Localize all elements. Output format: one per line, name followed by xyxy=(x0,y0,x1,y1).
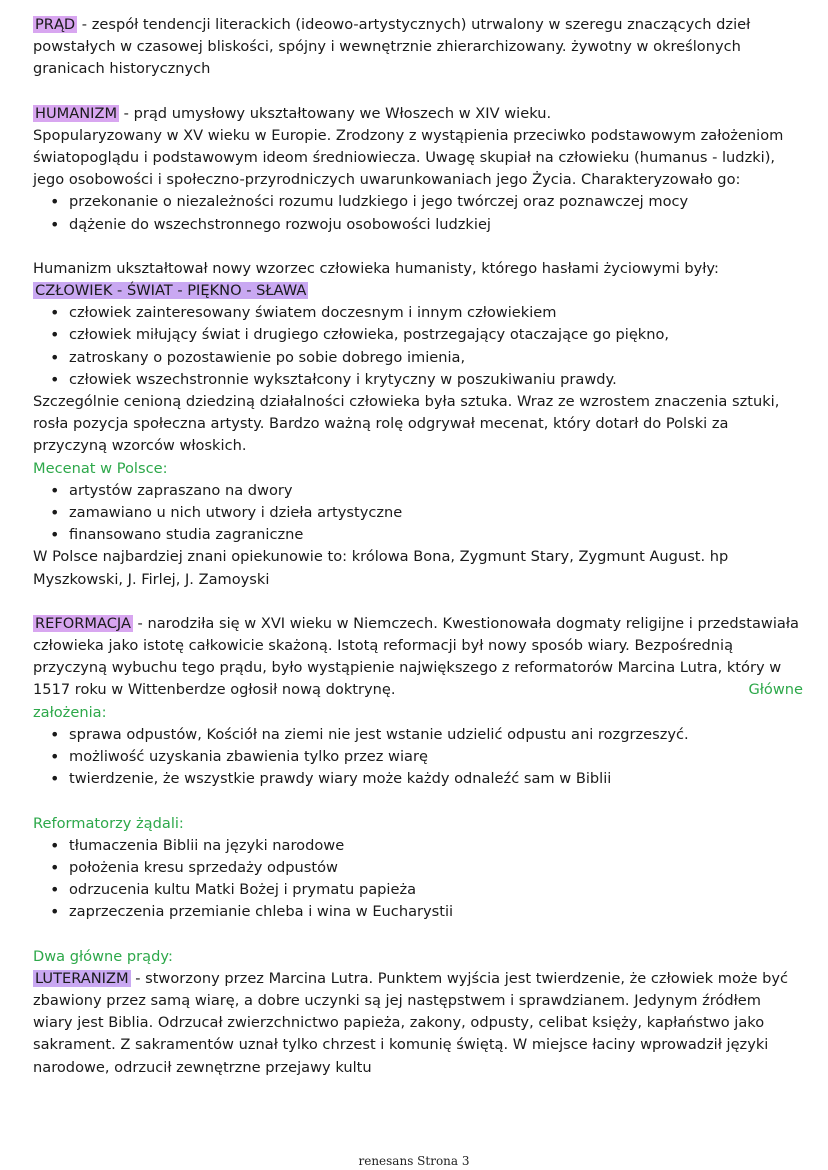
list-item: • człowiek wszechstronnie wykształcony i krytyczny w poszukiwaniu prawdy. xyxy=(69,369,803,391)
luteranizm-paragraph: LUTERANIZM - stworzony przez Marcina Lutra. Punktem wyjścia jest twierdzenie, że człowiek może być zbawiony przez samą wiarę, a dobre uczynki są jej następstwem i sprawdzianem. Jedynym źródłem wiary jest Biblia. Odrzucał zwierzchnictwo papieża, zakony, odpusty, celibat księży, kapłaństwo jako sakrament. Z sakramentów uznał tylko chrzest i komunię świętą. W miejsce łaciny wprowadził języki narodowe, odrzucił zewnętrzne przejawy kultu xyxy=(33,969,789,1076)
list-item: • sprawa odpustów, Kościół na ziemi nie jest wstanie udzielić odpustu ani rozgrzeszyć. xyxy=(69,724,803,746)
humanist-model-bullets xyxy=(33,302,803,391)
list-item: • przekonanie o niezależności rozumu ludzkiego i jego twórczej oraz poznawczej mocy xyxy=(69,191,803,213)
list-item: • zamawiano u nich utwory i dzieła artystyczne xyxy=(69,502,803,524)
list-item: • dążenie do wszechstronnego rozwoju osobowości ludzkiej xyxy=(69,214,803,236)
list-item: • człowiek miłujący świat i drugiego człowieka, postrzegający otaczające go piękno, xyxy=(69,324,803,346)
demands-heading: Reformatorzy żądali: xyxy=(33,814,184,832)
list-item: • zaprzeczenia przemianie chleba i wina w Eucharystii xyxy=(69,901,803,923)
reformacja-paragraph: REFORMACJA - narodziła się w XVI wieku w Niemczech. Kwestionowała dogmaty religijne i przedstawiała człowieka jako istotę całkowicie skażoną. Istotą reformacji był nowy sposób wiary. Bezpośrednią przyczyną wybuchu tego prądu, było wystąpienie największego z reformatorów Marcina Lutra, który w 1517 roku w Wittenberdze ogłosił nową doktrynę. Główne xyxy=(33,613,803,702)
demands-bullets xyxy=(33,835,803,924)
term-prad: PRĄD xyxy=(35,16,76,33)
list-item: • finansowano studia zagraniczne xyxy=(69,524,803,546)
humanizm-text: Spopularyzowany w XV wieku w Europie. Zrodzony z wystąpienia przeciwko podstawowym założeniom światopoglądu i podstawowym ideom średniowiecza. Uwagę skupiał na człowieku (humanus - ludzki), jego osobowości i społeczno-przyrodniczych uwarunkowaniach jego Życia. Charakteryzowało go: xyxy=(33,126,784,189)
humanizm-bullets xyxy=(33,191,803,235)
term-humanizm: HUMANIZM xyxy=(35,104,118,122)
currents-heading: Dwa główne prądy: xyxy=(33,947,173,965)
term-reformacja: REFORMACJA xyxy=(35,614,131,632)
list-item: • tłumaczenia Biblii na języki narodowe xyxy=(69,835,803,857)
assumptions-heading-part1: Główne xyxy=(748,681,803,699)
list-item: • twierdzenie, że wszystkie prawdy wiary może każdy odnaleźć sam w Biblii xyxy=(69,768,803,790)
document-page xyxy=(33,14,803,1079)
mecenat-bullets xyxy=(33,480,803,547)
humanizm-definition: HUMANIZM - prąd umysłowy ukształtowany we Włoszech w XIV wieku. xyxy=(35,104,552,122)
art-paragraph: Szczególnie cenioną dziedziną działalności człowieka była sztuka. Wraz ze wzrostem znaczenia sztuki, rosła pozycja społeczna artysty. Bardzo ważną rolę odgrywał mecenat, który dotarł do Polski za przyczyną wzorców włoskich. xyxy=(33,393,780,455)
list-item: • położenia kresu sprzedaży odpustów xyxy=(69,857,803,879)
list-item: • artystów zapraszano na dwory xyxy=(69,480,803,502)
list-item: • odrzucenia kultu Matki Bożej i prymatu papieża xyxy=(69,879,803,901)
page-footer: renesans Strona 3 xyxy=(358,1154,470,1168)
assumptions-heading-part2: założenia: xyxy=(33,703,107,721)
mecenat-heading: Mecenat w Polsce: xyxy=(33,459,168,477)
humanist-model-intro: Humanizm ukształtował nowy wzorzec człowieka humanisty, którego hasłami życiowymi były: xyxy=(33,259,719,277)
term-luteranizm: LUTERANIZM xyxy=(35,969,129,987)
motto: CZŁOWIEK - ŚWIAT - PIĘKNO - SŁAWA xyxy=(35,282,307,300)
list-item: • człowiek zainteresowany światem doczesnym i innym człowiekiem xyxy=(69,302,803,324)
list-item: • zatroskany o pozostawienie po sobie dobrego imienia, xyxy=(69,347,803,369)
assumptions-bullets xyxy=(33,724,803,791)
patrons-paragraph: W Polsce najbardziej znani opiekunowie to: królowa Bona, Zygmunt Stary, Zygmunt August. hp Myszkowski, J. Firlej, J. Zamoyski xyxy=(33,548,729,588)
list-item: • możliwość uzyskania zbawienia tylko przez wiarę xyxy=(69,746,803,768)
prad-paragraph: PRĄD - zespół tendencji literackich (ideowo-artystycznych) utrwalony w szeregu znaczących dzieł powstałych w czasowej bliskości, spójny i wewnętrznie zhierarchizowany. żywotny w określonych granicach historycznych xyxy=(33,16,751,78)
motto-line xyxy=(33,280,803,302)
